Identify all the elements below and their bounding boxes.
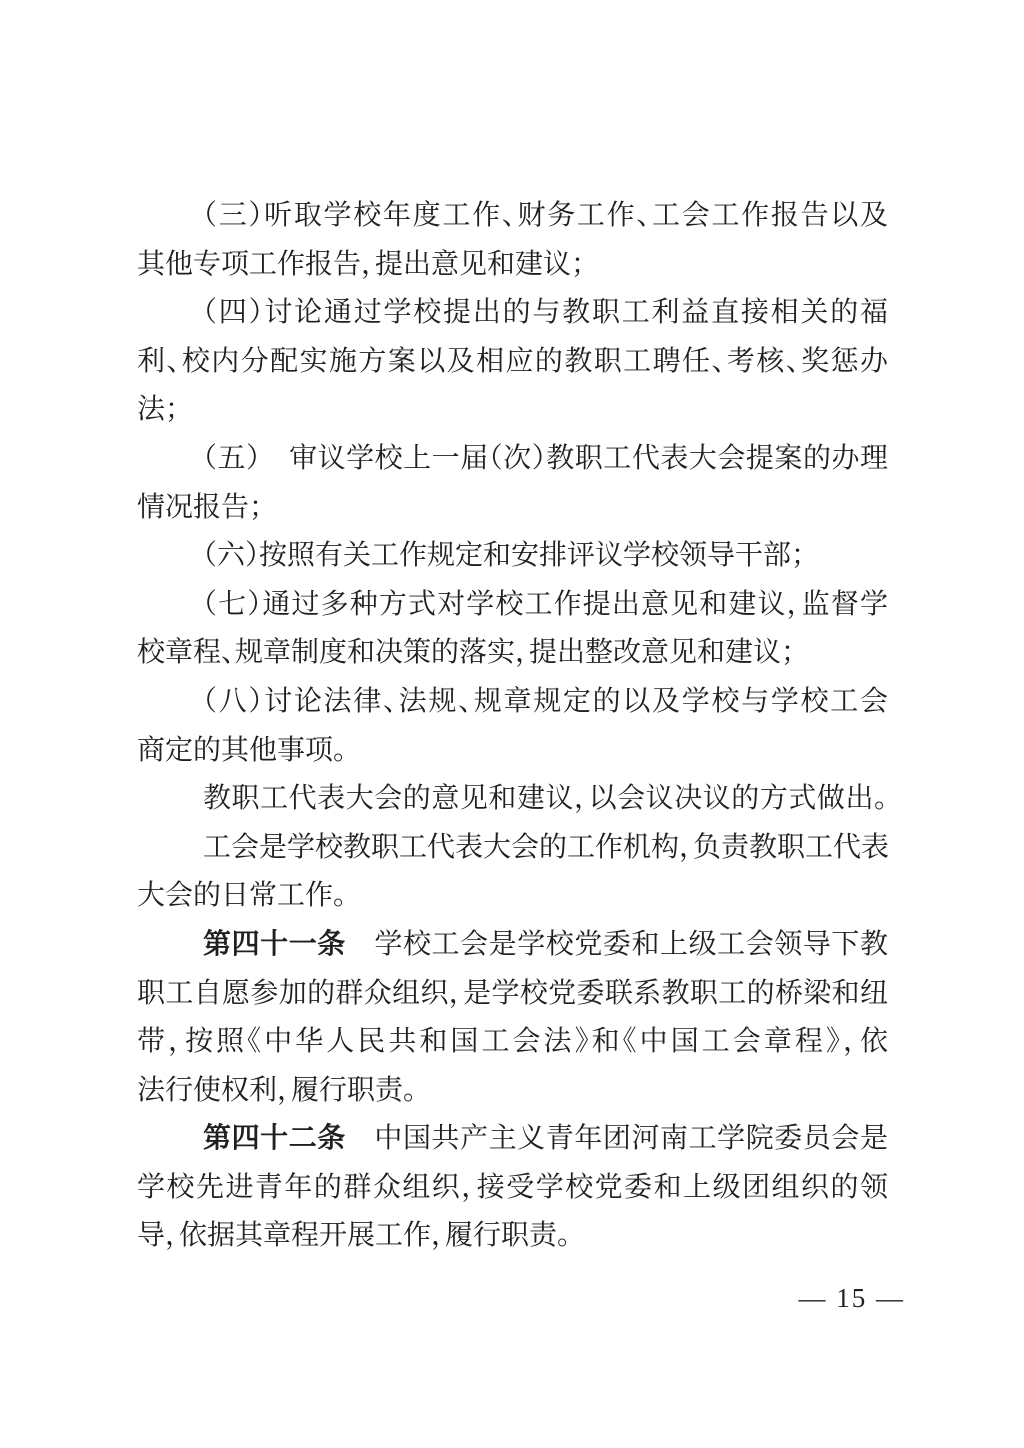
page-number: — 15 — [798,1283,905,1313]
text-run: 中国共产主义青年团河南工学院委员会是 [345,1123,888,1155]
text-line: 大会的日常工作。 [137,880,348,912]
text-line: 商定的其他事项。 [137,734,348,766]
text-line: 职工自愿参加的群众组织，是学校党委联系教职工的桥梁和纽 [137,977,888,1009]
article-number: 第四十一条 [203,928,346,960]
text-line: 带，按照《中华人民共和国工会法》和《中国工会章程》，依 [137,1026,888,1058]
paragraph [137,532,888,581]
paragraph [137,289,888,435]
text-line: 利、校内分配实施方案以及相应的教职工聘任、考核、奖惩办 [137,345,888,377]
text-line: 校章程、规章制度和决策的落实，提出整改意见和建议； [137,637,796,669]
text-line: 学校先进青年的群众组织，接受学校党委和上级团组织的领 [137,1171,888,1203]
text-line [137,921,888,970]
paragraph-article-41 [137,921,888,1115]
text-line: （四）讨论通过学校提出的与教职工利益直接相关的福 [203,297,888,329]
text-line: 教职工代表大会的意见和建议，以会议决议的方式做出。 [203,783,888,815]
text-line: （五） 审议学校上一届（次）教职工代表大会提案的办理 [203,442,888,474]
paragraph [137,581,888,678]
paragraph [137,192,888,289]
paragraph [137,678,888,775]
text-line: （三）听取学校年度工作、财务工作、工会工作报告以及 [203,200,888,231]
text-line: 工会是学校教职工代表大会的工作机构，负责教职工代表 [203,831,890,863]
paragraph [137,824,888,921]
text-line: （七）通过多种方式对学校工作提出意见和建议，监督学 [203,588,888,620]
text-line: 导，依据其章程开展工作，履行职责。 [137,1220,572,1252]
text-run: 学校工会是学校党委和上级工会领导下教 [345,928,888,960]
text-line: 情况报告； [137,491,264,523]
text-line: （六）按照有关工作规定和安排评议学校领导干部； [203,540,806,572]
text-line: 其他专项工作报告，提出意见和建议； [137,248,586,280]
article-number: 第四十二条 [203,1123,346,1155]
text-line: （八）讨论法律、法规、规章规定的以及学校与学校工会 [203,685,888,717]
text-line [137,1115,888,1164]
text-line: 法； [137,394,180,426]
paragraph-article-42 [137,1115,888,1261]
paragraph [137,775,888,824]
paragraph [137,435,888,532]
document-body [137,192,888,1261]
text-line: 法行使权利，履行职责。 [137,1074,418,1106]
